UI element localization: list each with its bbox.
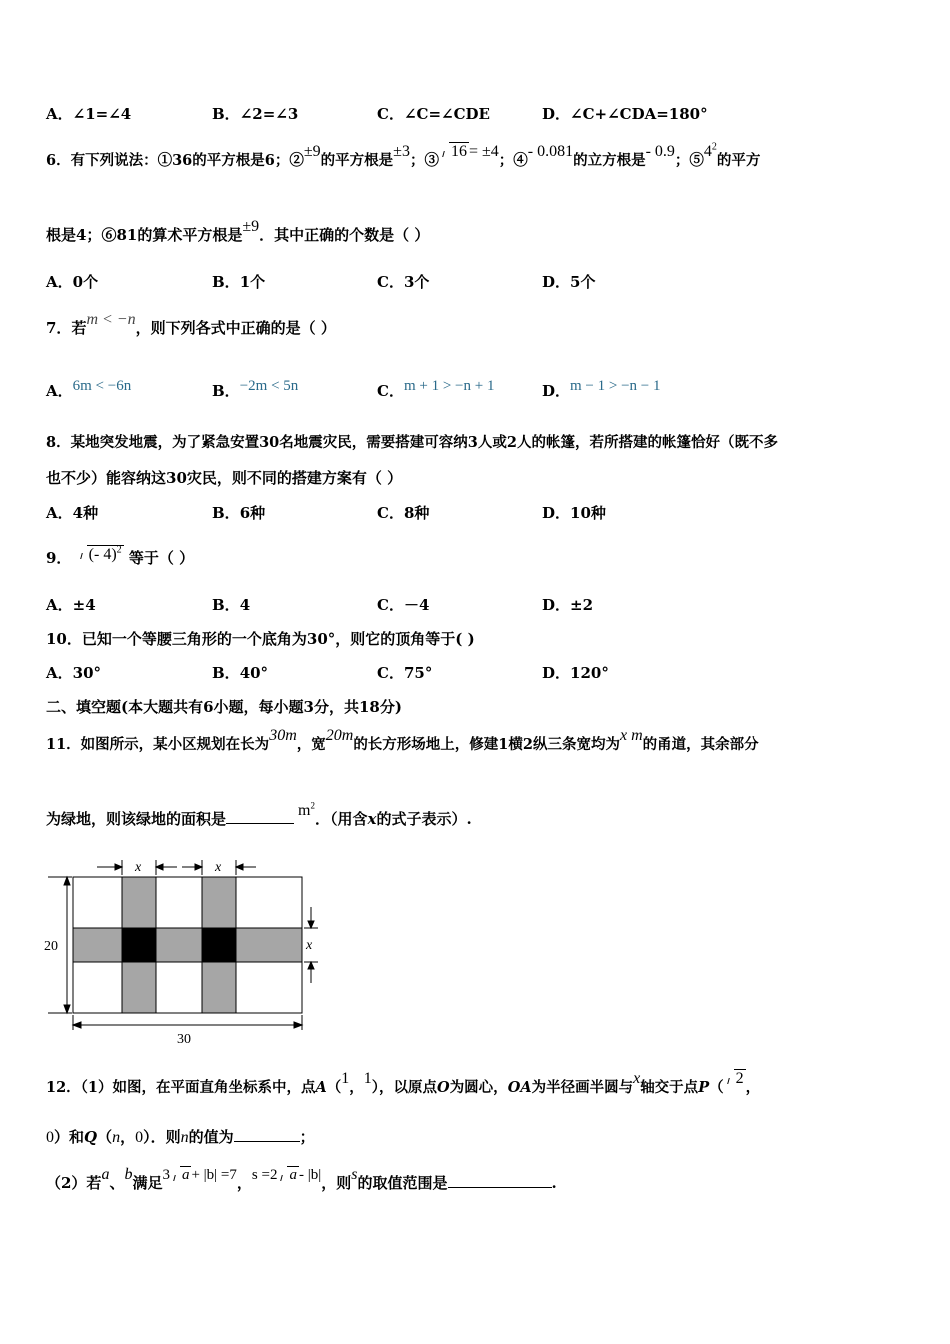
math-xm: x m bbox=[620, 727, 643, 744]
q5-option-a[interactable]: A．∠1=∠4 bbox=[46, 105, 132, 123]
q10-option-c[interactable]: C．75° bbox=[377, 664, 433, 682]
top-dimension-arrows bbox=[97, 860, 256, 875]
q12-line-2: 0）和Q（n，0）．则n的值为 ； bbox=[46, 1128, 315, 1146]
math-eq2: s =2 a - |b| bbox=[251, 1167, 322, 1183]
math-m-lt-neg-n: m < −n bbox=[86, 311, 136, 328]
math-m-squared: $m^2$ bbox=[298, 800, 315, 819]
horizontal-path bbox=[73, 928, 302, 962]
label-30: 30 bbox=[177, 1032, 191, 1047]
q8-line-2: 也不少）能容纳这30灾民，则不同的搭建方案有（ ） bbox=[46, 469, 403, 487]
q8-option-c[interactable]: C．8种 bbox=[377, 504, 430, 522]
q10-option-d[interactable]: D．120° bbox=[542, 664, 609, 682]
label-x-right: x bbox=[306, 938, 313, 953]
q8-option-a[interactable]: A．4种 bbox=[46, 504, 99, 522]
math-sqrt2: 2 bbox=[724, 1070, 746, 1087]
q12-2-answer-blank[interactable] bbox=[448, 1187, 552, 1188]
q5-option-c[interactable]: C．∠C=∠CDE bbox=[377, 105, 490, 123]
section-title-fill-in: 二、填空题(本大题共有6小题，每小题3分，共18分) bbox=[46, 698, 402, 716]
q9-stem: 9． (- 4)$^2$ 等于（ ） bbox=[46, 544, 195, 567]
q11-line-1: 11．如图所示，某小区规划在长为30m，宽20m的长方形场地上，修建1横2纵三条宽均为x m的甬道，其余部分 bbox=[46, 727, 759, 753]
q6-option-c[interactable]: C．3个 bbox=[377, 273, 430, 291]
math-sqrt-neg4-sq: (- 4)$^2$ bbox=[77, 546, 124, 563]
q12-line-1: 12．（1）如图，在平面直角坐标系中，点A（1，1），以原点O为圆心，OA为半径画半圆与x轴交于点P（2， bbox=[46, 1070, 761, 1096]
math-20m: 20m bbox=[325, 727, 354, 744]
q8-option-d[interactable]: D．10种 bbox=[542, 504, 606, 522]
label-x-top-1: x bbox=[135, 860, 142, 875]
q5-option-b[interactable]: B．∠2=∠3 bbox=[212, 105, 299, 123]
math-pm9-b: ±9 bbox=[242, 218, 260, 235]
math-sqrt16: 16 = ±4 bbox=[439, 143, 499, 160]
q9-option-a[interactable]: A．±4 bbox=[46, 596, 96, 614]
q10-option-b[interactable]: B．40° bbox=[212, 664, 269, 682]
q11-figure bbox=[40, 855, 330, 1050]
q6-option-d[interactable]: D．5个 bbox=[542, 273, 596, 291]
q10-stem: 10．已知一个等腰三角形的一个底角为30°，则它的顶角等于( ) bbox=[46, 630, 475, 648]
math-4sq: $4^2$ bbox=[703, 141, 717, 160]
q11-line-2: 为绿地，则该绿地的面积是 $m^2$．（用含x的式子表示）. bbox=[46, 800, 472, 828]
q9-option-c[interactable]: C．－4 bbox=[377, 596, 430, 614]
intersection-2 bbox=[202, 928, 236, 962]
q8-line-1: 8．某地突发地震，为了紧急安置30名地震灾民，需要搭建可容纳3人或2人的帐篷，若所搭建的帐篷恰好（既不多 bbox=[46, 434, 778, 451]
q9-option-d[interactable]: D．±2 bbox=[542, 596, 594, 614]
q7-option-c[interactable]: C．m + 1 > −n + 1 bbox=[377, 378, 495, 400]
q10-option-a[interactable]: A．30° bbox=[46, 664, 102, 682]
q6-option-b[interactable]: B．1个 bbox=[212, 273, 266, 291]
label-20: 20 bbox=[44, 939, 58, 954]
q5-option-d[interactable]: D．∠C+∠CDA=180° bbox=[542, 105, 708, 123]
q6-line-2: 根是4；⑥81的算术平方根是±9．其中正确的个数是（ ） bbox=[46, 218, 430, 244]
math-eq1: 3 a + |b| =7 bbox=[162, 1167, 237, 1183]
q7-option-b[interactable]: B．−2m < 5n bbox=[212, 378, 299, 400]
label-x-top-2: x bbox=[215, 860, 222, 875]
math-pm9: ±9 bbox=[303, 143, 321, 160]
q6-line-1: 6．有下列说法：①36的平方根是6；②±9的平方根是±3；③16 = ±4；④- 0.081的立方根是- 0.9；$⑤4^2$的平方 bbox=[46, 141, 761, 169]
q11-answer-blank[interactable] bbox=[226, 823, 294, 824]
q6-option-a[interactable]: A．0个 bbox=[46, 273, 99, 291]
math-neg09: - 0.9 bbox=[645, 143, 675, 160]
math-neg0081: - 0.081 bbox=[527, 143, 574, 160]
q8-option-b[interactable]: B．6种 bbox=[212, 504, 266, 522]
math-pm3: ±3 bbox=[393, 143, 410, 160]
q12-line-3: （2）若a、b满足3 a + |b| =7，s =2 a - |b|，则s的取值范围是 . bbox=[46, 1166, 557, 1192]
bottom-dimension-arrows bbox=[73, 1015, 302, 1030]
math-30m: 30m bbox=[269, 727, 297, 744]
q7-option-d[interactable]: D．m − 1 > −n − 1 bbox=[542, 378, 661, 400]
intersection-1 bbox=[122, 928, 156, 962]
q7-option-a[interactable]: A．6m < −6n bbox=[46, 378, 132, 400]
q12-1-answer-blank[interactable] bbox=[234, 1141, 300, 1142]
q7-stem: 7．若m < −n，则下列各式中正确的是（ ） bbox=[46, 311, 336, 337]
q9-option-b[interactable]: B．4 bbox=[212, 596, 251, 614]
